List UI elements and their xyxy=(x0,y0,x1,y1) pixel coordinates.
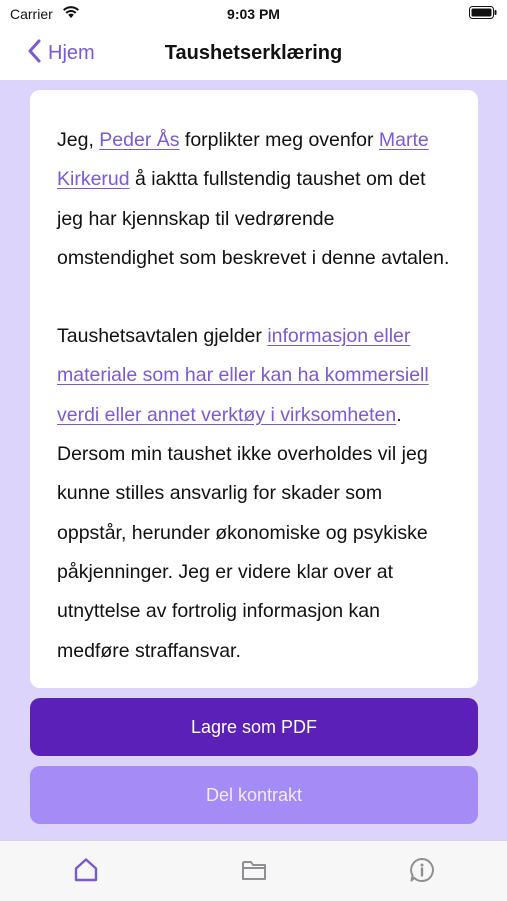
info-icon xyxy=(407,872,437,889)
tab-files[interactable] xyxy=(239,855,269,885)
chevron-left-icon xyxy=(28,39,42,68)
scope-link[interactable]: informasjon eller materiale som har eller kan ha kommersiell verdi eller annet verktøy i virksomheten xyxy=(57,325,429,426)
agreement-paragraph-1 xyxy=(57,121,452,278)
tab-info[interactable] xyxy=(407,855,437,885)
back-label: Hjem xyxy=(48,41,95,64)
share-contract-button[interactable]: Del kontrakt xyxy=(30,766,478,824)
status-bar xyxy=(0,0,507,28)
page-title: Taushetserklæring xyxy=(164,42,343,64)
tab-bar xyxy=(0,840,507,901)
paragraph-text: forplikter meg ovenfor xyxy=(179,129,379,151)
carrier-label: Carrier xyxy=(10,6,53,22)
content-area xyxy=(0,80,507,840)
paragraph-text: Taushetsavtalen gjelder xyxy=(57,325,268,348)
tab-home[interactable] xyxy=(71,855,101,885)
navigation-bar xyxy=(0,28,507,80)
agreement-text xyxy=(30,90,478,671)
status-time: 9:03 PM xyxy=(227,6,280,22)
back-button[interactable] xyxy=(28,38,95,68)
agreement-card[interactable] xyxy=(30,90,478,688)
counterparty-name-link[interactable]: Marte Kirkerud xyxy=(57,129,429,191)
battery-icon xyxy=(469,6,495,18)
paragraph-text: . Dersom min taushet ikke overholdes vil jeg kunne stilles ansvarlig for skader som oppstår, herunder økonomiske og psykiske påkjenninger. Jeg er videre klar over at utnyttelse av fortrolig informasjon kan medføre straffansvar. xyxy=(57,403,428,662)
party-name-link[interactable]: Peder Ås xyxy=(99,129,180,151)
paragraph-text: å iaktta fullstendig taushet om det jeg har kjennskap til vedrørende omstendighet som beskrevet i denne avtalen. xyxy=(57,168,450,269)
agreement-paragraph-2 xyxy=(57,317,452,671)
home-icon xyxy=(71,872,101,889)
paragraph-text: Jeg, xyxy=(57,129,100,151)
folder-icon xyxy=(239,872,269,889)
save-pdf-button[interactable]: Lagre som PDF xyxy=(30,698,478,756)
